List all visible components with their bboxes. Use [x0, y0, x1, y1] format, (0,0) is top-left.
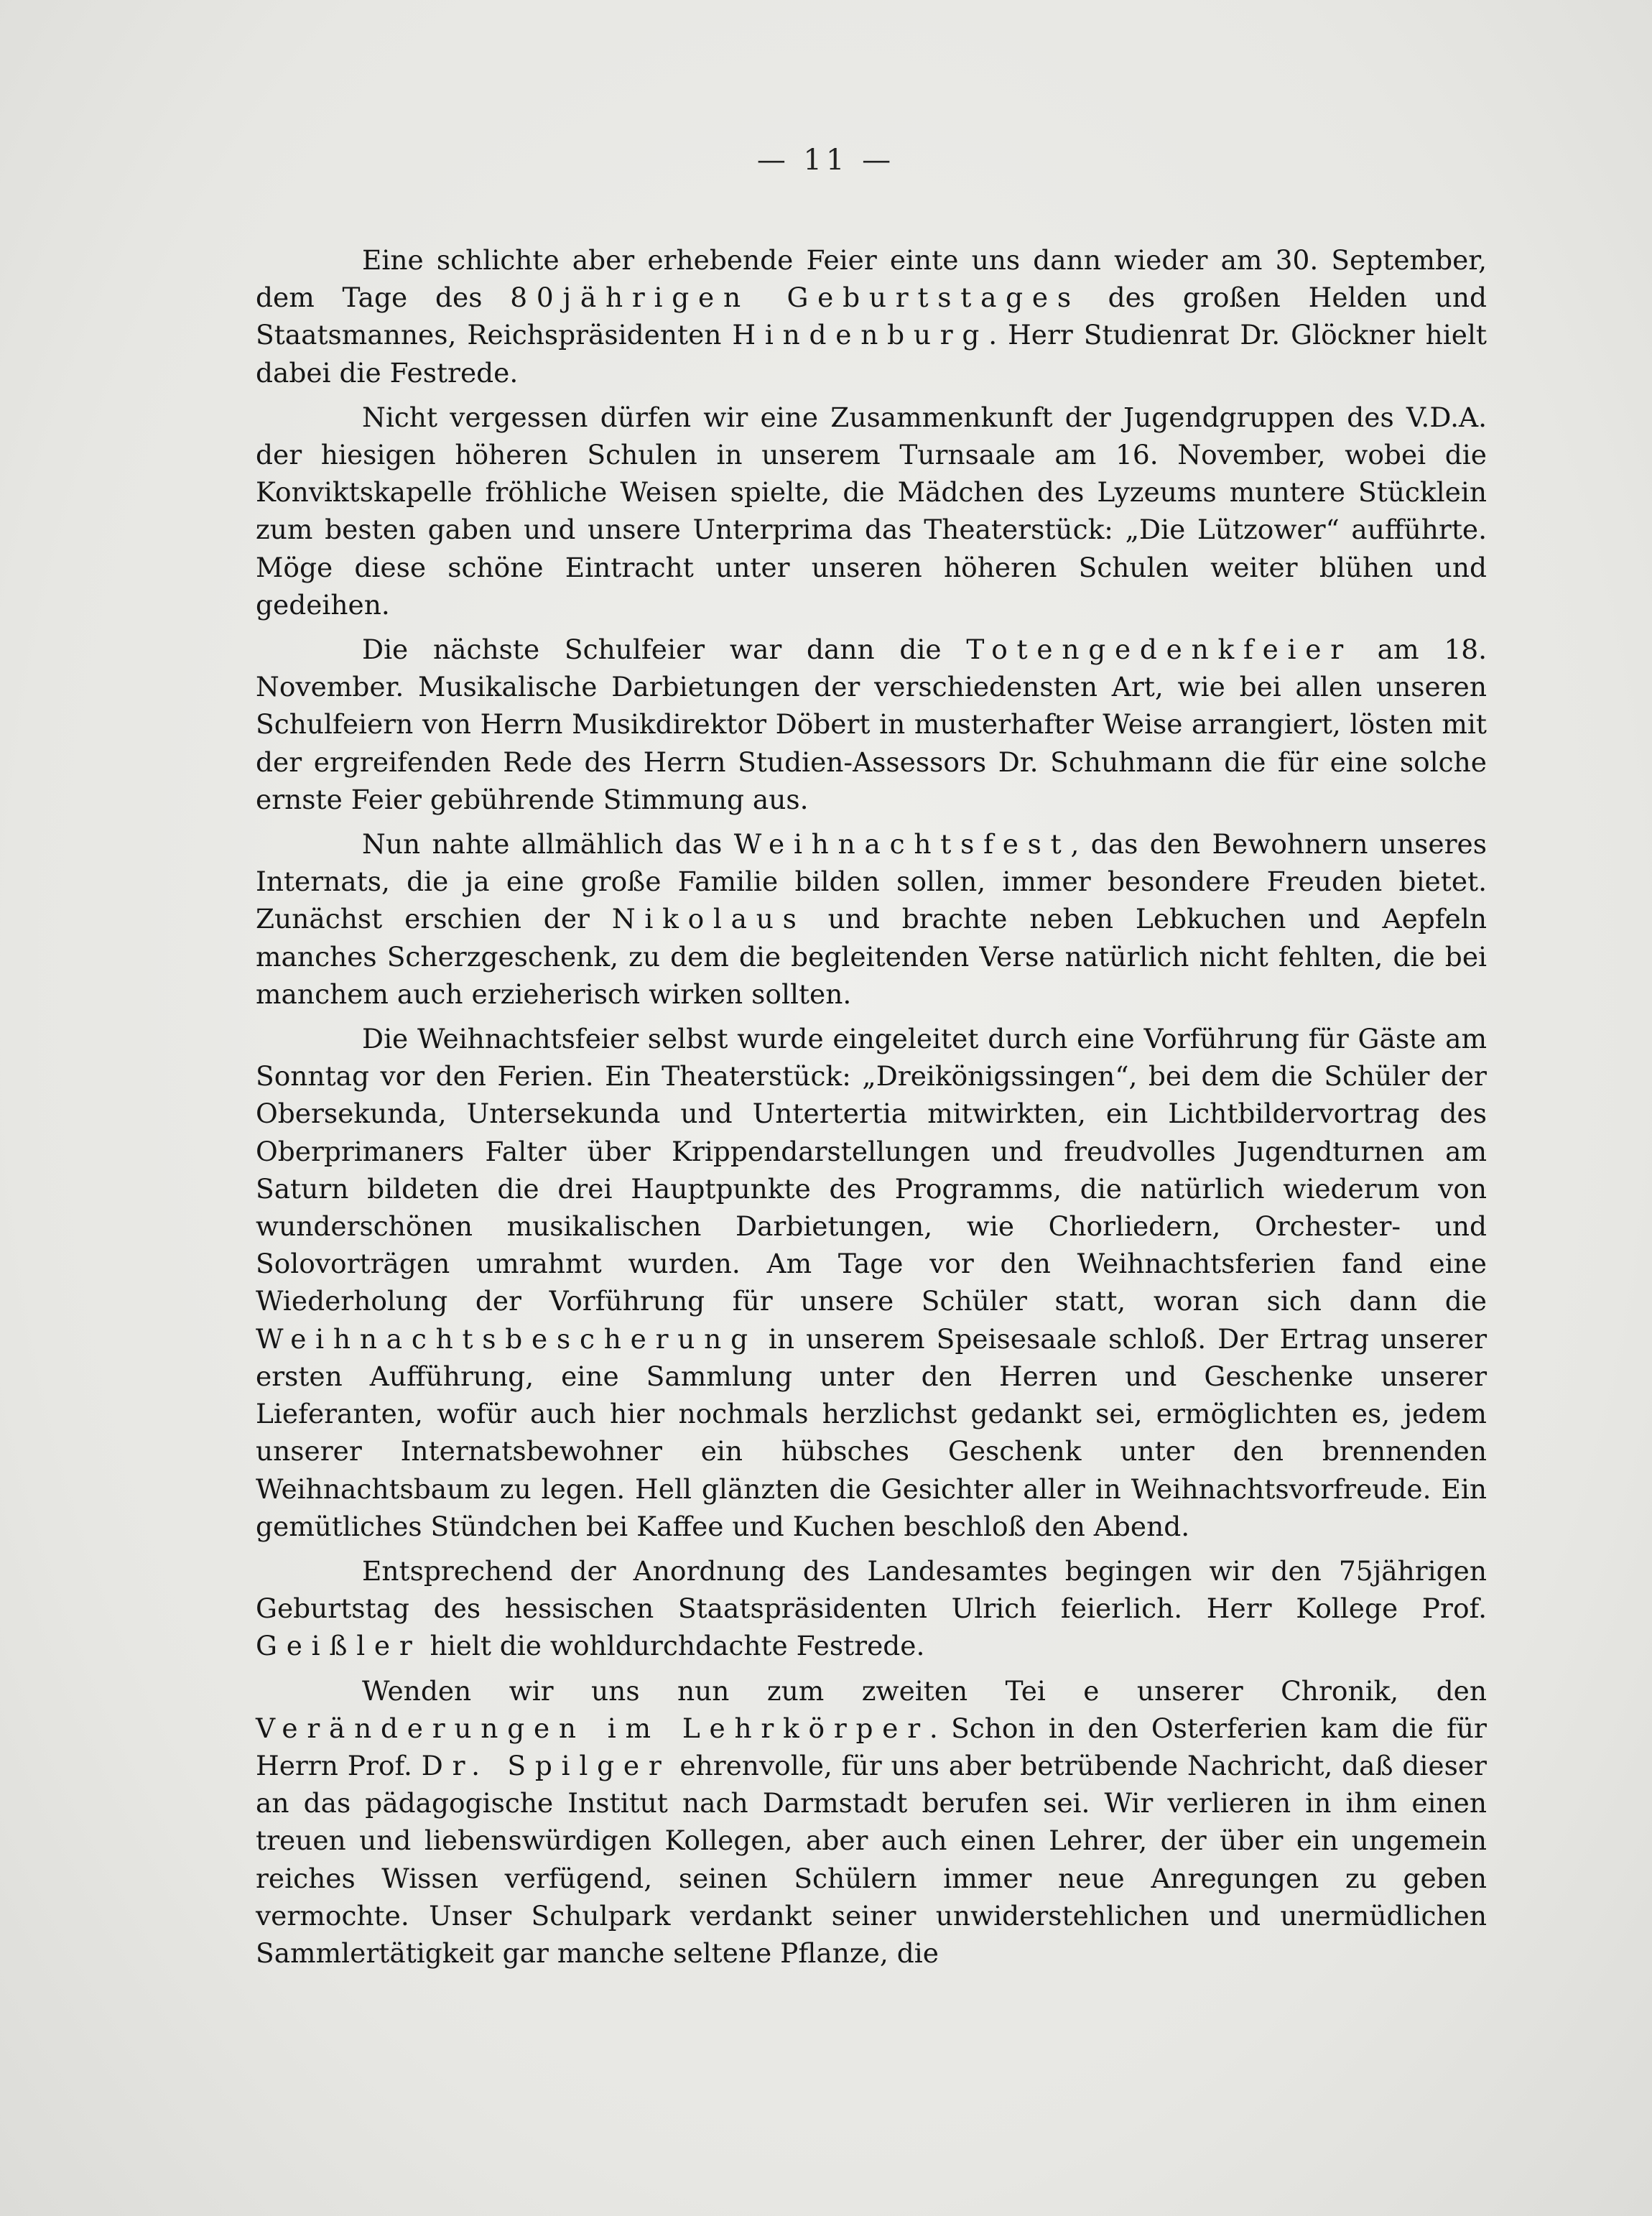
paragraph-text: Eine schlichte aber erhebende Feier einte uns dann wieder am 30. September, dem Tage des	[256, 244, 1487, 314]
paragraph-text: des großen Helden und Staatsmannes, Reichspräsidenten	[256, 282, 1487, 351]
emphasized-text: Dr. Spilger	[421, 1749, 671, 1781]
paragraph-lehrkoerper	[256, 1672, 1487, 1972]
emphasized-text: Hindenburg	[732, 319, 989, 351]
paragraph-weihnachtsfeier	[256, 1020, 1487, 1545]
emphasized-text: Weihnachtsfest	[733, 828, 1071, 861]
paragraph-text: . Herr Studienrat Dr. Glöckner hielt dabei die Festrede.	[256, 319, 1488, 389]
emphasized-text: Weihnachtsbescherung	[256, 1322, 757, 1355]
emphasized-text: Veränderungen im Lehrkörper	[256, 1712, 929, 1744]
paragraph-ulrich	[256, 1552, 1487, 1665]
emphasized-text: Geißler	[256, 1630, 422, 1662]
paragraph-text: am 18. November. Musikalische Darbietungen der verschiedensten Art, wie bei allen unseren Schulfeiern von Herrn Musikdirektor Döbert in musterhafter Weise arrangiert, lösten mit der ergreifenden Rede des Herrn Studien-Assessors Dr. Schuhmann die für eine solche ernste Feier gebührende Stimmung aus.	[256, 634, 1487, 815]
paragraph-text: Nun nahte allmählich das	[362, 828, 734, 861]
paragraph-text: . Schon in den Osterferien kam die für Herrn Prof.	[256, 1712, 1487, 1781]
paragraph-text: und brachte neben Lebkuchen und Aepfeln manches Scherzgeschenk, zu dem die begleitenden Verse natürlich nicht fehlten, die bei manchem auch erzieherisch wirken sollten.	[256, 903, 1487, 1010]
paragraph-text: Wenden wir uns nun zum zweiten Tei e unserer Chronik, den	[362, 1674, 1487, 1707]
paragraph-text: Entsprechend der Anordnung des Landesamtes begingen wir den 75jährigen Geburtstag des hessischen Staatspräsidenten Ulrich feierlich. Herr Kollege Prof.	[256, 1554, 1487, 1625]
paragraph-vda	[256, 399, 1487, 623]
paragraph-text: Die Weihnachtsfeier selbst wurde eingeleitet durch eine Vorführung für Gäste am Sonntag vor den Ferien. Ein Theaterstück: „Dreikönigssingen“, bei dem die Schüler der Obersekunda, Untersekunda und Untertertia mitwirkten, ein Lichtbildervortrag des Oberprimaners Falter über Krippendarstellungen und freudvolles Jugendturnen am Saturn bildeten die drei Hauptpunkte des Programms, die natürlich wiederum von wunderschönen musikalischen Darbietungen, wie Chorliedern, Orchester- und Solovorträgen umrahmt wurden. Am Tage vor den Weihnachtsferien fand eine Wiederholung der Vorführung für unsere Schüler statt, woran sich dann die	[256, 1023, 1487, 1317]
paragraph-weihnachtsfest	[256, 825, 1487, 1013]
emphasized-text: 80jährigen Geburtstages	[510, 282, 1080, 314]
emphasized-text: Totengedenkfeier	[966, 634, 1352, 666]
paragraph-text: Nicht vergessen dürfen wir eine Zusammenkunft der Jugendgruppen des V.D.A. der hiesigen höheren Schulen in unserem Turnsaale am 16. November, wobei die Konviktskapelle fröhliche Weisen spielte, die Mädchen des Lyzeums muntere Stücklein zum besten gaben und unsere Unterprima das Theaterstück: „Die Lützower“ aufführte. Möge diese schöne Eintracht unter unseren höheren Schulen weiter blühen und gedeihen.	[256, 401, 1487, 621]
paragraph-hindenburg	[256, 241, 1487, 391]
body-text	[256, 241, 1487, 1972]
paragraph-totengedenkfeier	[256, 631, 1487, 818]
paragraph-text: in unserem Speisesaale schloß. Der Ertrag unserer ersten Aufführung, eine Sammlung unter den Herren und Geschenke unserer Lieferanten, wofür auch hier nochmals herzlichst gedankt sei, ermöglichten es, jedem unserer Internatsbewohner ein hübsches Geschenk unter den brennenden Weihnachtsbaum zu legen. Hell glänzten die Gesichter aller in Weihnachtsvorfreude. Ein gemütliches Stündchen bei Kaffee und Kuchen beschloß den Abend.	[256, 1322, 1487, 1542]
emphasized-text: Nikolaus	[611, 903, 806, 935]
page-number: — 11 —	[756, 144, 896, 177]
paragraph-text: hielt die wohldurchdachte Festrede.	[421, 1630, 925, 1662]
paragraph-text: Die nächste Schulfeier war dann die	[362, 634, 967, 666]
paragraph-text: , das den Bewohnern unseres Internats, die ja eine große Familie bilden sollen, immer besondere Freuden bietet. Zunächst erschien der	[256, 828, 1487, 935]
paragraph-text: ehrenvolle, für uns aber betrübende Nachricht, daß dieser an das pädagogische Institut nach Darmstadt berufen sei. Wir verlieren in ihm einen treuen und liebenswürdigen Kollegen, aber auch einen Lehrer, der über ein ungemein reiches Wissen verfügend, seinen Schülern immer neue Anregungen zu geben vermochte. Unser Schulpark verdankt seiner unwiderstehlichen und unermüdlichen Sammlertätigkeit gar manche seltene Pflanze, die	[256, 1749, 1487, 1969]
